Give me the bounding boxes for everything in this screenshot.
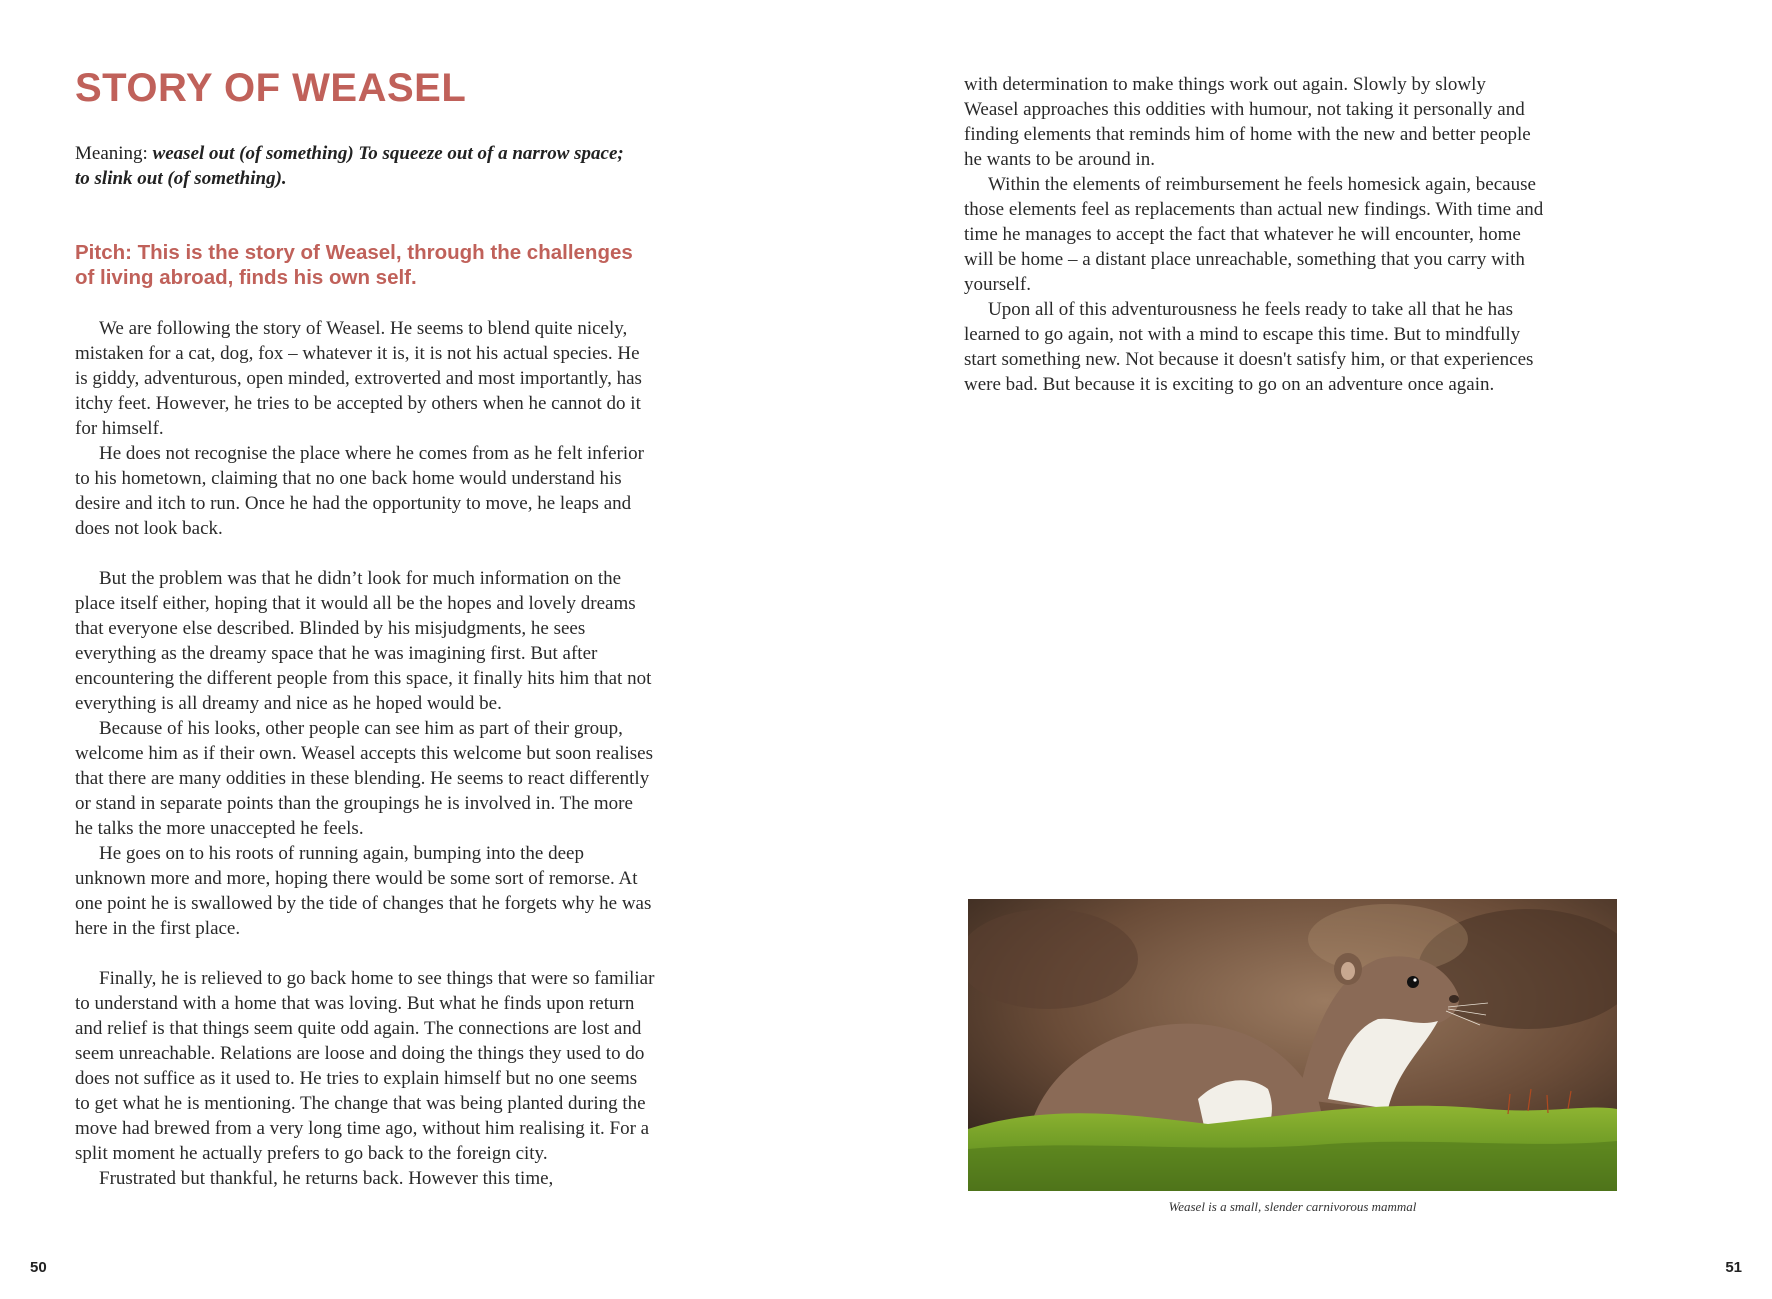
- paragraph: He goes on to his roots of running again, bumping into the deep unknown more and more, hoping there would be some sort of remorse. At one point he is swallowed by the tide of changes that he forgets why he was here in the first place.: [75, 843, 652, 939]
- paragraph: He does not recognise the place where he comes from as he felt inferior to his hometown, claiming that no one back home would understand his desire and itch to run. Once he had the opportunity to move, he leaps and does not look back.: [75, 443, 644, 539]
- paragraph: Upon all of this adventurousness he feels ready to take all that he has learned to go again, not with a mind to escape this time. But to mindfully start something new. Not because it doesn't satisfy him, or that experiences were bad. But because it is exciting to go on an adventure once again.: [964, 299, 1534, 395]
- paragraph: Frustrated but thankful, he returns back. However this time,: [99, 1168, 554, 1189]
- page-number-right: 51: [1725, 1259, 1742, 1276]
- meaning-definition: weasel out (of something) To squeeze out of a narrow space; to slink out (of something).: [75, 143, 624, 189]
- paragraph: Within the elements of reimbursement he feels homesick again, because those elements feel as replacements than actual new findings. With time and time he manages to accept the fact that whatever he will encounter, home will be home – a distant place unreachable, something that you carry with yourself.: [964, 174, 1544, 295]
- photo-caption: Weasel is a small, slender carnivorous mammal: [1168, 1199, 1417, 1214]
- page-number-left: 50: [30, 1259, 47, 1276]
- paragraph: We are following the story of Weasel. He seems to blend quite nicely, mistaken for a cat, dog, fox – whatever it is, it is not his actual species. He is giddy, adventurous, open minded, extroverted and most importantly, has itchy feet. However, he tries to be accepted by others when he cannot do it for himself.: [75, 318, 642, 439]
- story-title: STORY OF WEASEL: [75, 66, 467, 110]
- meaning-block: [75, 141, 635, 191]
- weasel-photo: [968, 899, 1617, 1191]
- paragraph: Finally, he is relieved to go back home to see things that were so familiar to understand with a home that was loving. But what he finds upon return and relief is that things seem quite odd again. The connections are lost and seem unreachable. Relations are loose and doing the things they used to do does not suffice as it used to. He tries to explain himself but no one seems to get what he is mentioning. The change that was being planted during the move had brewed from a very long time ago, without him realising it. For a split moment he actually prefers to go back to the foreign city.: [75, 968, 655, 1164]
- meaning-label: Meaning:: [75, 143, 153, 164]
- paragraph: Because of his looks, other people can see him as part of their group, welcome him as if their own. Weasel accepts this welcome but soon realises that there are many oddities in these blending. He seems to react differently or stand in separate points than the groupings he is involved in. The more he talks the more unaccepted he feels.: [75, 718, 653, 839]
- right-page: [886, 0, 1772, 1299]
- right-body-text: [964, 72, 1544, 397]
- left-body-text: [75, 316, 655, 1191]
- paragraph: with determination to make things work out again. Slowly by slowly Weasel approaches this oddities with humour, not taking it personally and finding elements that reminds him of home with the new and better people he wants to be around in.: [964, 74, 1531, 170]
- pitch-heading: Pitch: This is the story of Weasel, through the challenges of living abroad, finds his own self.: [75, 241, 633, 289]
- paragraph: But the problem was that he didn’t look for much information on the place itself either, hoping that it would all be the hopes and lovely dreams that everyone else described. Blinded by his misjudgments, he sees everything as the dreamy space that he was imagining first. But after encountering the different people from this space, it finally hits him that not everything is all dreamy and nice as he hoped would be.: [75, 568, 652, 714]
